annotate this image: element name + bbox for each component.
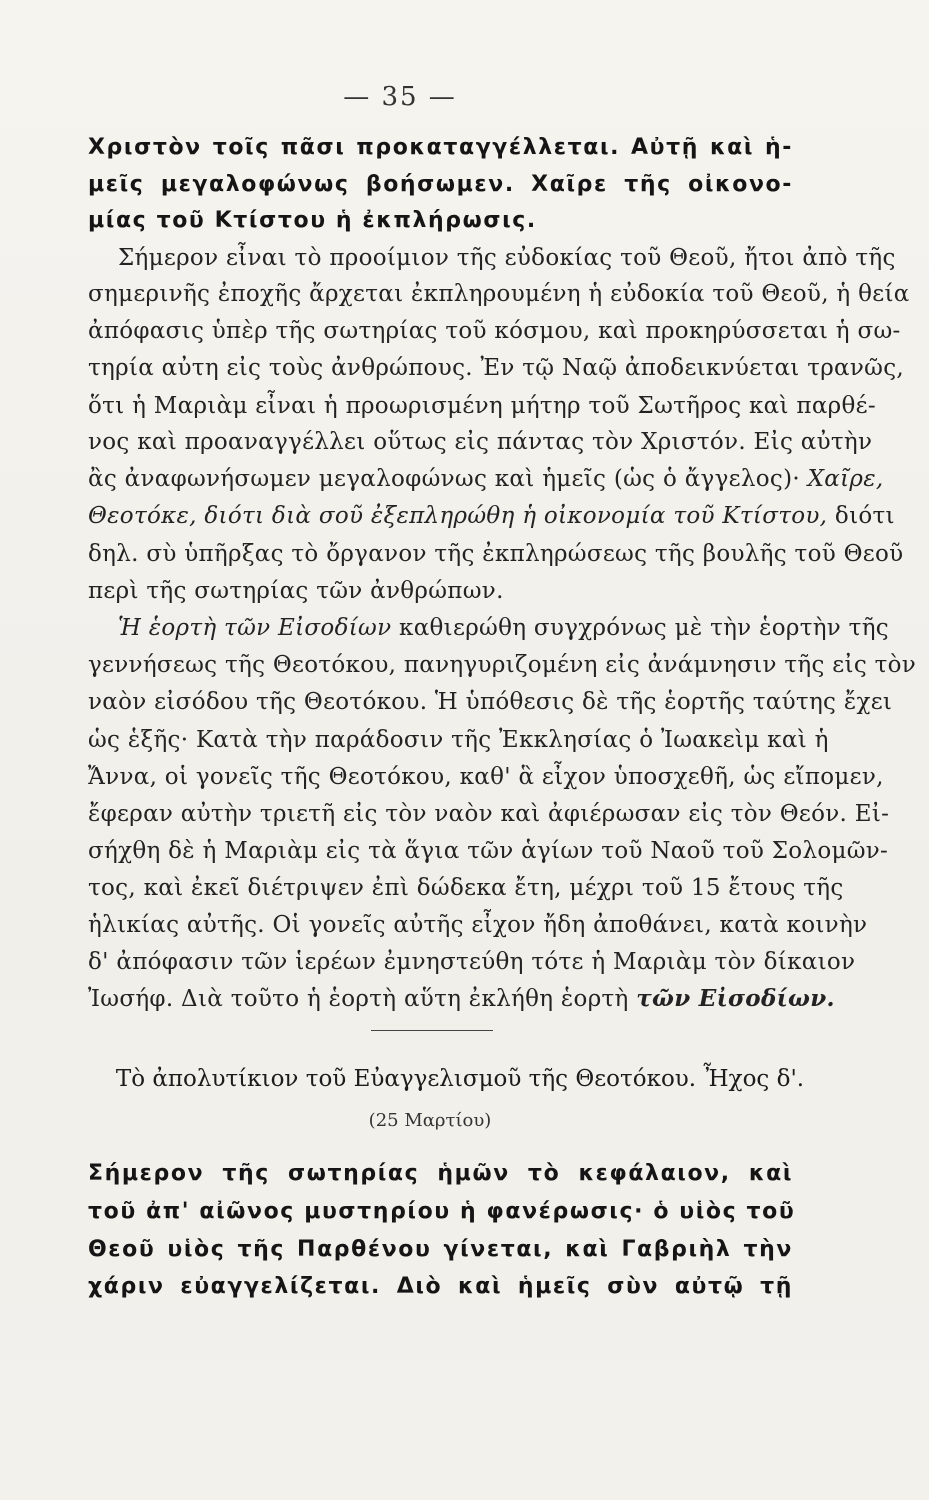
commentary-line-7 [88,463,884,495]
apolytikion-heading: Τὸ ἀπολυτίκιον τοῦ Εὐαγγελισμοῦ τῆς Θεοτόκου. Ἦχος δ'. [115,1066,805,1092]
hymn-line-2: μεῖς μεγαλοφώνως βοήσωμεν. Χαῖρε τῆς οἰκονο- [88,172,793,197]
feast-line-7: σήχθη δὲ ἡ Μαριὰμ εἰς τὰ ἅγια τῶν ἁγίων τοῦ Ναοῦ τοῦ Σολομῶν- [88,838,889,864]
commentary-line-7-text: ἂς ἀναφωνήσωμεν μεγαλοφώνως καὶ ἡμεῖς (ὡς ὁ ἄγγελος)· [88,466,800,492]
commentary-line-8 [88,500,895,532]
hymn-line-1: Χριστὸν τοῖς πᾶσι προκαταγγέλλεται. Αὐτῇ καὶ ἡ- [88,135,793,160]
feast-line-1 [118,612,889,644]
feast-line-11-start: Ἰωσήφ. Διὰ τοῦτο ἡ ἑορτὴ αὕτη ἐκλήθη ἑορτὴ [88,986,629,1012]
hymn-line-3: μίας τοῦ Κτίστου ἡ ἐκπλήρωσις. [88,208,537,233]
feast-line-2: γεννήσεως τῆς Θεοτόκου, πανηγυριζομένη εἰς ἀνάμνησιν τῆς εἰς τὸν [88,652,917,678]
apolytikion-line-4: χάριν εὐαγγελίζεται. Διὸ καὶ ἡμεῖς σὺν αὐτῷ τῇ [88,1274,793,1299]
commentary-line-2: σημερινῆς ἐποχῆς ἄρχεται ἐκπληρουμένη ἡ εὐδοκία τοῦ Θεοῦ, ἡ θεία [88,281,910,307]
apolytikion-line-2: τοῦ ἀπ' αἰῶνος μυστηρίου ἡ φανέρωσις· ὁ υἱὸς τοῦ [88,1199,796,1224]
apolytikion-line-1: Σήμερον τῆς σωτηρίας ἡμῶν τὸ κεφάλαιον, καὶ [88,1161,793,1186]
feast-line-9: ἡλικίας αὐτῆς. Οἱ γονεῖς αὐτῆς εἶχον ἤδη ἀποθάνει, κατὰ κοινὴν [88,912,868,938]
commentary-line-4: τηρία αὐτη εἰς τοὺς ἀνθρώπους. Ἐν τῷ Ναῷ ἀποδεικνύεται τρανῶς, [88,355,905,381]
commentary-line-5: ὅτι ἡ Μαριὰμ εἶναι ἡ προωρισμένη μήτηρ τοῦ Σωτῆρος καὶ παρθέ- [88,393,876,419]
apolytikion-date: (25 Μαρτίου) [368,1110,492,1131]
commentary-line-9: δηλ. σὺ ὑπῆρξας τὸ ὄργανον τῆς ἐκπληρώσεως τῆς βουλῆς τοῦ Θεοῦ [88,541,904,567]
feast-line-3: ναὸν εἰσόδου τῆς Θεοτόκου. Ἡ ὑπόθεσις δὲ τῆς ἑορτῆς ταύτης ἔχει [88,689,893,715]
page-number: — 35 — [343,82,457,112]
commentary-line-8-italic: Θεοτόκε, διότι διὰ σοῦ ἐξεπληρώθη ἡ οἰκονομία τοῦ Κτίστου, [88,503,828,529]
feast-line-1-italic: Ἡ ἑορτὴ τῶν Εἰσοδίων [118,615,392,641]
commentary-line-6: νος καὶ προαναγγέλλει οὕτως εἰς πάντας τὸν Χριστόν. Εἰς αὐτὴν [88,429,873,455]
feast-line-4: ὡς ἑξῆς· Κατὰ τὴν παράδοσιν τῆς Ἐκκλησίας ὁ Ἰωακεὶμ καὶ ἡ [88,727,829,753]
commentary-line-3: ἀπόφασις ὑπὲρ τῆς σωτηρίας τοῦ κόσμου, καὶ προκηρύσσεται ἡ σω- [88,318,901,344]
feast-line-1-rest: καθιερώθη συγχρόνως μὲ τὴν ἑορτὴν τῆς [399,615,889,641]
commentary-line-7-italic: Χαῖρε, [807,466,884,492]
feast-line-11 [88,983,835,1015]
apolytikion-line-3: Θεοῦ υἱὸς τῆς Παρθένου γίνεται, καὶ Γαβριὴλ τὴν [88,1237,793,1262]
commentary-line-1: Σήμερον εἶναι τὸ προοίμιον τῆς εὐδοκίας τοῦ Θεοῦ, ἤτοι ἀπὸ τῆς [118,245,896,271]
feast-line-6: ἔφεραν αὐτὴν τριετῆ εἰς τὸν ναὸν καὶ ἀφιέρωσαν εἰς τὸν Θεόν. Εἰ- [88,801,890,827]
feast-line-10: δ' ἀπόφασιν τῶν ἱερέων ἐμνηστεύθη τότε ἡ Μαριὰμ τὸν δίκαιον [88,949,856,975]
section-divider [371,1030,493,1031]
feast-line-11-italic: τῶν Εἰσοδίων. [636,985,835,1012]
feast-line-8: τος, καὶ ἐκεῖ διέτριψεν ἐπὶ δώδεκα ἔτη, μέχρι τοῦ 15 ἔτους τῆς [88,875,844,901]
commentary-line-10: περὶ τῆς σωτηρίας τῶν ἀνθρώπων. [88,578,504,604]
commentary-line-8-rest: διότι [834,503,895,529]
feast-line-5: Ἄννα, οἱ γονεῖς τῆς Θεοτόκου, καθ' ἃ εἶχον ὑποσχεθῆ, ὡς εἴπομεν, [88,764,884,790]
